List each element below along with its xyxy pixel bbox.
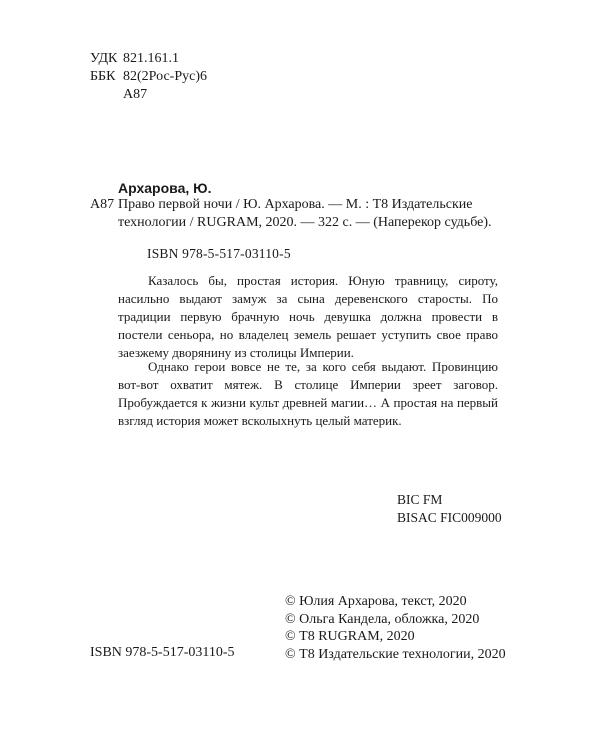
bbk-label: ББК	[90, 69, 116, 84]
copyright-line-2: © Ольга Кандела, обложка, 2020	[285, 611, 480, 627]
footer-isbn: ISBN 978-5-517-03110-5	[90, 645, 235, 660]
copyright-line-4: © Т8 Издательские технологии, 2020	[285, 646, 506, 662]
bisac-code: BISAC FIC009000	[397, 510, 502, 525]
udk-value: 821.161.1	[123, 51, 179, 66]
bbk-value: 82(2Рос-Рус)6	[123, 69, 207, 84]
subject-codes	[397, 491, 502, 527]
author-heading: Архарова, Ю.	[118, 180, 212, 196]
description-line-1: Право первой ночи / Ю. Архарова. — М. : Т8 Издательские	[118, 197, 473, 212]
description-line-2: технологии / RUGRAM, 2020. — 322 с. — (Наперекор судьбе).	[118, 215, 492, 230]
udk-label: УДК	[90, 51, 118, 66]
bibliographic-description	[118, 196, 496, 232]
author-mark: А87	[123, 87, 148, 102]
classification-codes	[90, 50, 207, 104]
bic-code: BIC FM	[397, 492, 443, 507]
copyright-line-3: © Т8 RUGRAM, 2020	[285, 629, 415, 644]
udk-row	[90, 50, 207, 68]
bbk-row	[90, 68, 207, 86]
index-mark: А87	[90, 197, 115, 212]
annotation-paragraph-1: Казалось бы, простая история. Юную травницу, сироту, насильно выдают замуж за сына деревенского старосты. По традиции первую брачную ночь девушка должна провести в постели сеньора, но владелец земель решает уступить свое право заезжему дворянину из столицы Империи.	[118, 273, 498, 360]
copyright-block	[285, 593, 506, 663]
card-isbn: ISBN 978-5-517-03110-5	[147, 246, 291, 261]
annotation-paragraph-2: Однако герои вовсе не те, за кого себя выдают. Провинцию вот-вот охватит мятеж. В столице Империи зреет заговор. Пробуждается к жизни культ древней магии… А простая на первый взгляд история может всколыхнуть целый материк.	[118, 359, 498, 428]
copyright-line-1: © Юлия Архарова, текст, 2020	[285, 594, 467, 609]
